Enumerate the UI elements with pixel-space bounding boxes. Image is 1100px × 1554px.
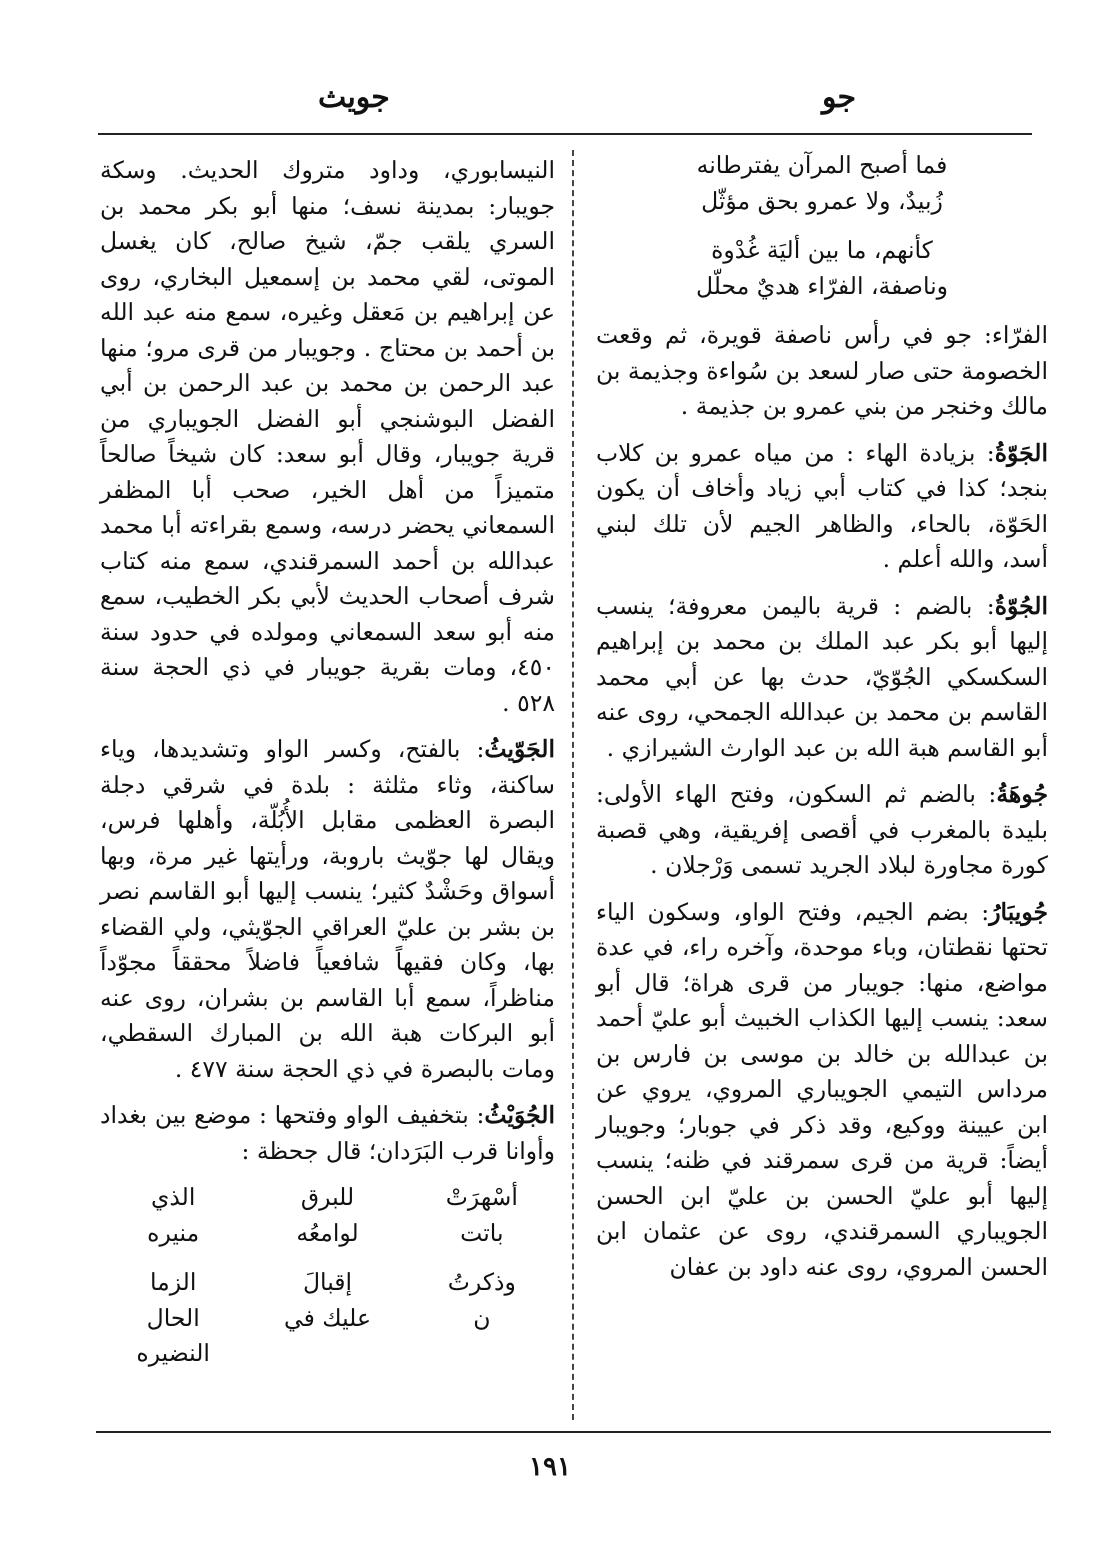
entry-text: : بالضم : قرية باليمن معروفة؛ ينسب إليها أبو بكر عبد الملك بن محمد بن إبراهيم السكسكي الجُوّيّ، حدث بها عن أبي محمد القاسم بن محمد بن عبدالله الجمحي، روى عنه أبو القاسم هبة الله بن عبد الوارث الشيرازي . [596, 591, 1048, 762]
headword: الجَوّيثُ [484, 735, 555, 763]
running-header-right: جو [821, 80, 856, 115]
headword: جُويبَارُ [989, 897, 1048, 926]
entry-text: : بالضم ثم السكون، وفتح الهاء الأولى: بليدة بالمغرب في أقصى إفريقية، وهي قصبة كورة مجاورة لبلاد الجريد تسمى وَرْجلان . [596, 780, 1048, 879]
verse-word: باتت [460, 1218, 504, 1247]
verse-line: كأنهم، ما بين أليَة غُدْوة [711, 236, 933, 264]
verse-word: الحال النضيره [136, 1303, 210, 1367]
page-number: ١٩١ [529, 1452, 571, 1482]
column-divider [572, 150, 574, 1420]
verse-word: أسْهرَتْ [445, 1183, 518, 1211]
entry [100, 732, 555, 1087]
entry-text: : بتخفيف الواو وفتحها : موضع بين بغداد وأوانا قرب البَرَدان؛ قال جحظة : [100, 1101, 555, 1165]
verse-word: الذي [150, 1183, 196, 1211]
verse-block [606, 233, 1038, 304]
verse-line: فما أصبح المرآن يفترطانه [696, 151, 948, 179]
footer-rule [96, 1431, 1051, 1433]
running-header-left: جويث [318, 80, 390, 115]
paragraph: الفرّاء: جو في رأس ناصفة قويرة، ثم وقعت الخصومة حتى صار لسعد بن سُواءة وجذيمة بن مالك وخنجر من بني عمرو بن جذيمة . [596, 321, 1048, 420]
paragraph: النيسابوري، وداود متروك الحديث. وسكة جويبار: بمدينة نسف؛ منها أبو بكر محمد بن السري يلقب جمّ، شيخ صالح، كان يغسل الموتى، لقي محمد بن إسمعيل البخاري، روى عن إبراهيم بن مَعقل وغيره، سمع منه عبد الله بن أحمد بن محتاج . وجويبار من قرى مرو؛ منها عبد الرحمن بن محمد بن عبد الرحمن بن أبي الفضل البوشنجي أبو الفضل الجويباري من قرية جويبار، وقال أبو سعد: كان شيخاً صالحاً متميزاً من أهل الخير، صحب أبا المظفر السمعاني يحضر درسه، وسمع بقراءته أبا محمد عبدالله بن أحمد السمرقندي، سمع منه كتاب شرف أصحاب الحديث لأبي بكر الخطيب، سمع منه أبو سعد السمعاني ومولده في حدود سنة ٤٥٠، ومات بقرية جويبار في ذي الحجة سنة ٥٢٨ . [100, 156, 555, 717]
entry [596, 436, 1048, 578]
left-column [100, 153, 555, 1386]
verse-block [606, 148, 1038, 219]
headword: جُوهَةُ [996, 780, 1048, 808]
right-column [596, 148, 1048, 1296]
verse-word: إقبالَ [302, 1268, 353, 1296]
verse-word: ن [473, 1303, 491, 1332]
entry-text: : بالفتح، وكسر الواو وتشديدها، وياء ساكنة، وثاء مثلثة : بلدة في شرقي دجلة البصرة العظمى مقابل الأُبُلّة، وأهلها فرس، ويقال لها جوّيث باروبة، ورأيتها غير مرة، وبها أسواق وحَشْدٌ كثير؛ ينسب إليها أبو القاسم نصر بن بشر بن عليّ العراقي الجوّيثي، ولي القضاء بها، وكان فقيهاً شافعياً فاضلاً محققاً مجوّداً مناظراً، سمع أبا القاسم بن بشران، روى عنه أبو البركات هبة الله بن المبارك السقطي، ومات بالبصرة في ذي الحجة سنة ٤٧٧ . [100, 735, 555, 1083]
verse-block [110, 1265, 545, 1372]
entry-text: : بضم الجيم، وفتح الواو، وسكون الياء تحتها نقطتان، وباء موحدة، وآخره راء، في عدة مواضع، منها: جويبار من قرى هراة؛ قال أبو سعد: ينسب إليها الكذاب الخبيث أبو عليّ أحمد بن عبدالله بن خالد بن موسى بن فارس بن مرداس التيمي الجويباري المروي، يروي عن ابن عيينة ووكيع، وقد ذكر في جوبار؛ وجويبار أيضاً: قرية من قرى سمرقند في ظنه؛ ينسب إليها أبو عليّ الحسن بن عليّ ابن الحسن الجويباري السمرقندي، روى عن عثمان ابن الحسن المروي، روى عنه داود بن عفان [596, 897, 1048, 1281]
entry [596, 589, 1048, 767]
entry-text: : بزيادة الهاء : من مياه عمرو بن كلاب بنجد؛ كذا في كتاب أبي زياد وأخاف أن يكون الحَوّة، بالحاء، والظاهر الجيم لأن تلك لبني أسد، والله أعلم . [596, 438, 1048, 573]
entry [596, 895, 1048, 1286]
entry [100, 1098, 555, 1169]
verse-line: زُبيدٌ، ولا عمرو بحق مؤثّل [701, 186, 943, 215]
verse-word: لوامعُه [296, 1218, 359, 1247]
headword: الجُوَيْثُ [484, 1101, 555, 1129]
headword: الجَوّةُ [994, 438, 1048, 467]
verse-word: الزما [149, 1268, 197, 1296]
verse-word: عليك في [284, 1303, 371, 1332]
verse-word: منيره [147, 1218, 200, 1247]
verse-word: للبرق [300, 1183, 355, 1211]
verse-line: وناصفة، الفرّاء هديٌ محلّل [695, 271, 949, 300]
headword: الجُوّةُ [994, 591, 1048, 620]
header-rule [98, 133, 1032, 135]
verse-block [110, 1180, 545, 1251]
entry [596, 777, 1048, 884]
verse-word: وذكرتُ [447, 1268, 516, 1296]
